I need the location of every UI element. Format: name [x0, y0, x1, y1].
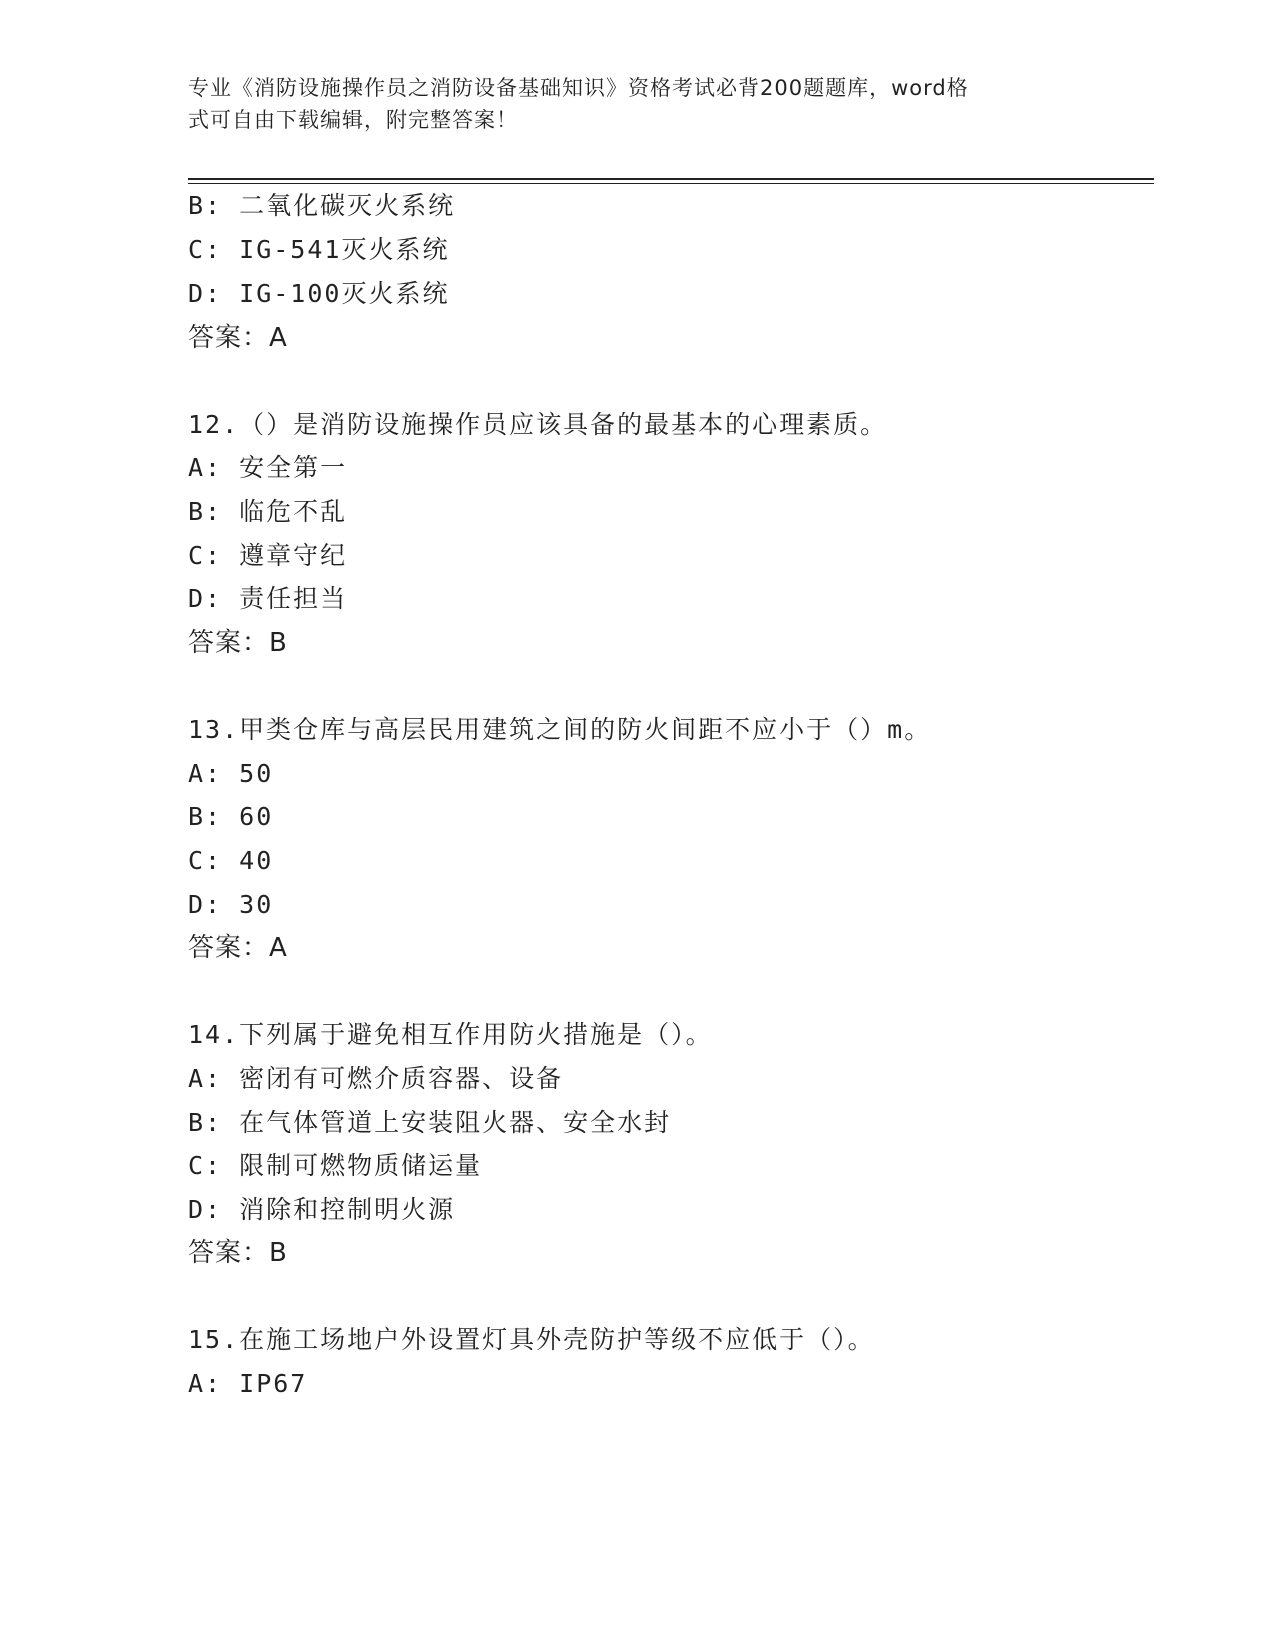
header-intro-line-1: 专业《消防设施操作员之消防设备基础知识》资格考试必背200题题库，word格: [188, 76, 969, 100]
q12-option-b: B: 临危不乱: [188, 497, 348, 526]
q12-answer: 答案：B: [188, 628, 288, 658]
q11-option-d: D: IG-100灭火系统: [188, 279, 450, 308]
q12-stem: 12.（）是消防设施操作员应该具备的最基本的心理素质。: [188, 410, 888, 439]
header-intro-line-2: 式可自由下载编辑，附完整答案！: [188, 108, 518, 132]
header-divider-thin: [188, 183, 1154, 184]
q14-option-d: D: 消除和控制明火源: [188, 1195, 456, 1224]
q11-option-c: C: IG-541灭火系统: [188, 235, 450, 264]
q13-option-b: B: 60: [188, 802, 274, 831]
q13-option-c: C: 40: [188, 846, 274, 875]
q14-option-a: A: 密闭有可燃介质容器、设备: [188, 1064, 564, 1093]
q13-stem: 13.甲类仓库与高层民用建筑之间的防火间距不应小于（）m。: [188, 715, 932, 744]
q14-answer: 答案：B: [188, 1238, 288, 1268]
q14-option-c: C: 限制可燃物质储运量: [188, 1151, 483, 1180]
q14-stem: 14.下列属于避免相互作用防火措施是（）。: [188, 1020, 713, 1049]
document-header: [188, 72, 1068, 136]
q13-option-a: A: 50: [188, 759, 274, 788]
q11-option-b: B: 二氧化碳灭火系统: [188, 191, 456, 220]
q12-option-d: D: 责任担当: [188, 584, 348, 613]
q12-option-a: A: 安全第一: [188, 453, 348, 482]
header-divider-thick: [188, 178, 1154, 180]
q13-option-d: D: 30: [188, 890, 274, 919]
q11-answer: 答案：A: [188, 323, 288, 353]
q12-option-c: C: 遵章守纪: [188, 541, 348, 570]
q13-answer: 答案：A: [188, 933, 288, 963]
q15-stem: 15.在施工场地户外设置灯具外壳防护等级不应低于（）。: [188, 1325, 875, 1354]
q15-option-a: A: IP67: [188, 1369, 308, 1398]
q14-option-b: B: 在气体管道上安装阻火器、安全水封: [188, 1108, 672, 1137]
